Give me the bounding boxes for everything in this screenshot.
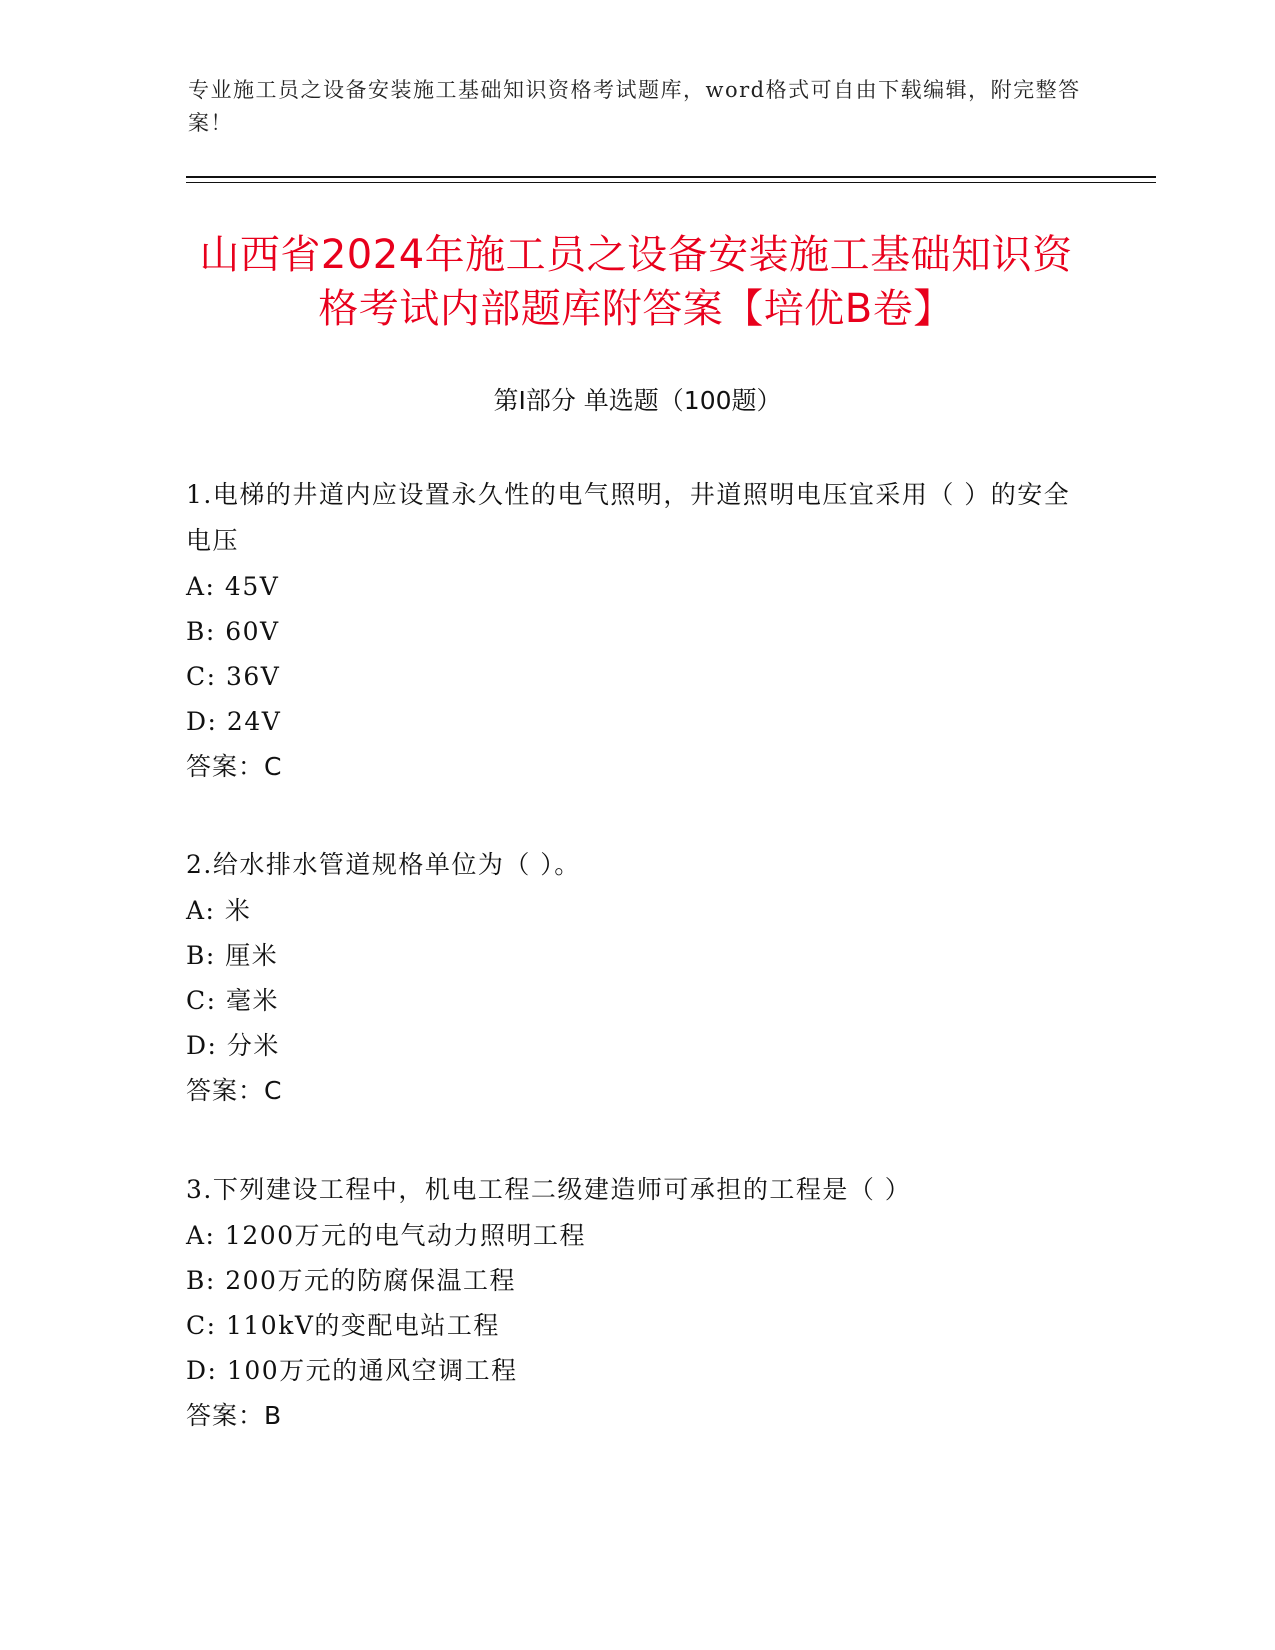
option-b: B: 厘米 xyxy=(186,941,279,970)
question-stem: 2.给水排水管道规格单位为（ ）。 xyxy=(186,850,581,879)
option-b: B: 200万元的防腐保温工程 xyxy=(186,1266,516,1295)
header-divider-thin xyxy=(186,182,1156,183)
option-d: D: 24V xyxy=(186,707,282,736)
option-a: A: 米 xyxy=(186,896,252,925)
document-title: 山西省2024年施工员之设备安装施工基础知识资格考试内部题库附答案【培优B卷】 xyxy=(199,232,1073,332)
question-1 xyxy=(186,472,1086,789)
option-d: D: 100万元的通风空调工程 xyxy=(186,1356,518,1385)
question-stem: 3.下列建设工程中，机电工程二级建造师可承担的工程是（ ） xyxy=(186,1175,912,1204)
question-stem: 1.电梯的井道内应设置永久性的电气照明，井道照明电压宜采用（ ）的安全电压 xyxy=(186,480,1071,555)
section-heading: 第I部分 单选题（100题） xyxy=(493,386,782,415)
option-a: A: 1200万元的电气动力照明工程 xyxy=(186,1221,587,1250)
option-d: D: 分米 xyxy=(186,1031,280,1060)
option-c: C: 36V xyxy=(186,662,281,691)
question-3 xyxy=(186,1167,1086,1438)
answer: 答案：B xyxy=(186,1401,283,1430)
option-b: B: 60V xyxy=(186,617,280,646)
answer: 答案：C xyxy=(186,752,283,781)
answer: 答案：C xyxy=(186,1076,283,1105)
header-divider-thick xyxy=(186,176,1156,178)
option-a: A: 45V xyxy=(186,572,280,601)
header-note: 专业施工员之设备安装施工基础知识资格考试题库，word格式可自由下载编辑，附完整答案！ xyxy=(188,78,1081,135)
question-2 xyxy=(186,842,1086,1113)
option-c: C: 毫米 xyxy=(186,986,279,1015)
option-c: C: 110kV的变配电站工程 xyxy=(186,1311,500,1340)
